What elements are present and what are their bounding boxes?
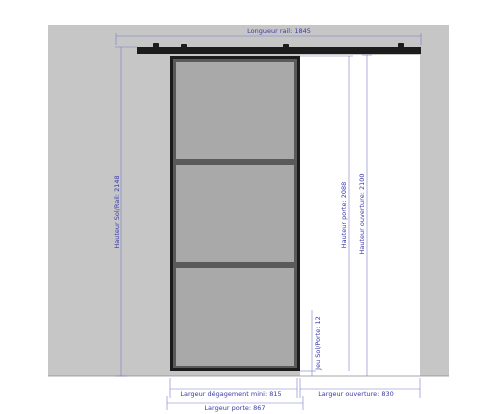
opening-width-label: Largeur ouverture: 830 xyxy=(318,390,394,398)
opening-height-label: Hauteur ouverture: 2100 xyxy=(358,173,366,255)
floor-door-gap-label: Jeu Sol/Porte: 12 xyxy=(314,316,322,370)
rail-hanger-right xyxy=(283,44,289,48)
door-height-label: Hauteur porte: 2088 xyxy=(340,181,348,249)
rail-stop-left xyxy=(153,43,159,48)
glass-panel-bottom xyxy=(176,268,294,366)
min-clearance-width-label: Largeur dégagement mini: 815 xyxy=(180,390,282,398)
rail-stop-right xyxy=(398,43,404,48)
door-width-label: Largeur porte: 867 xyxy=(204,404,266,412)
glass-panel-top xyxy=(176,62,294,159)
rail-length-label: Longueur rail: 1845 xyxy=(247,27,311,35)
glass-panel-middle xyxy=(176,165,294,262)
rail-bar xyxy=(137,47,421,54)
sliding-door xyxy=(170,56,300,371)
rail-hanger-left xyxy=(181,44,187,48)
floor-to-rail-height-label: Hauteur Sol/Rail: 2148 xyxy=(113,175,121,249)
